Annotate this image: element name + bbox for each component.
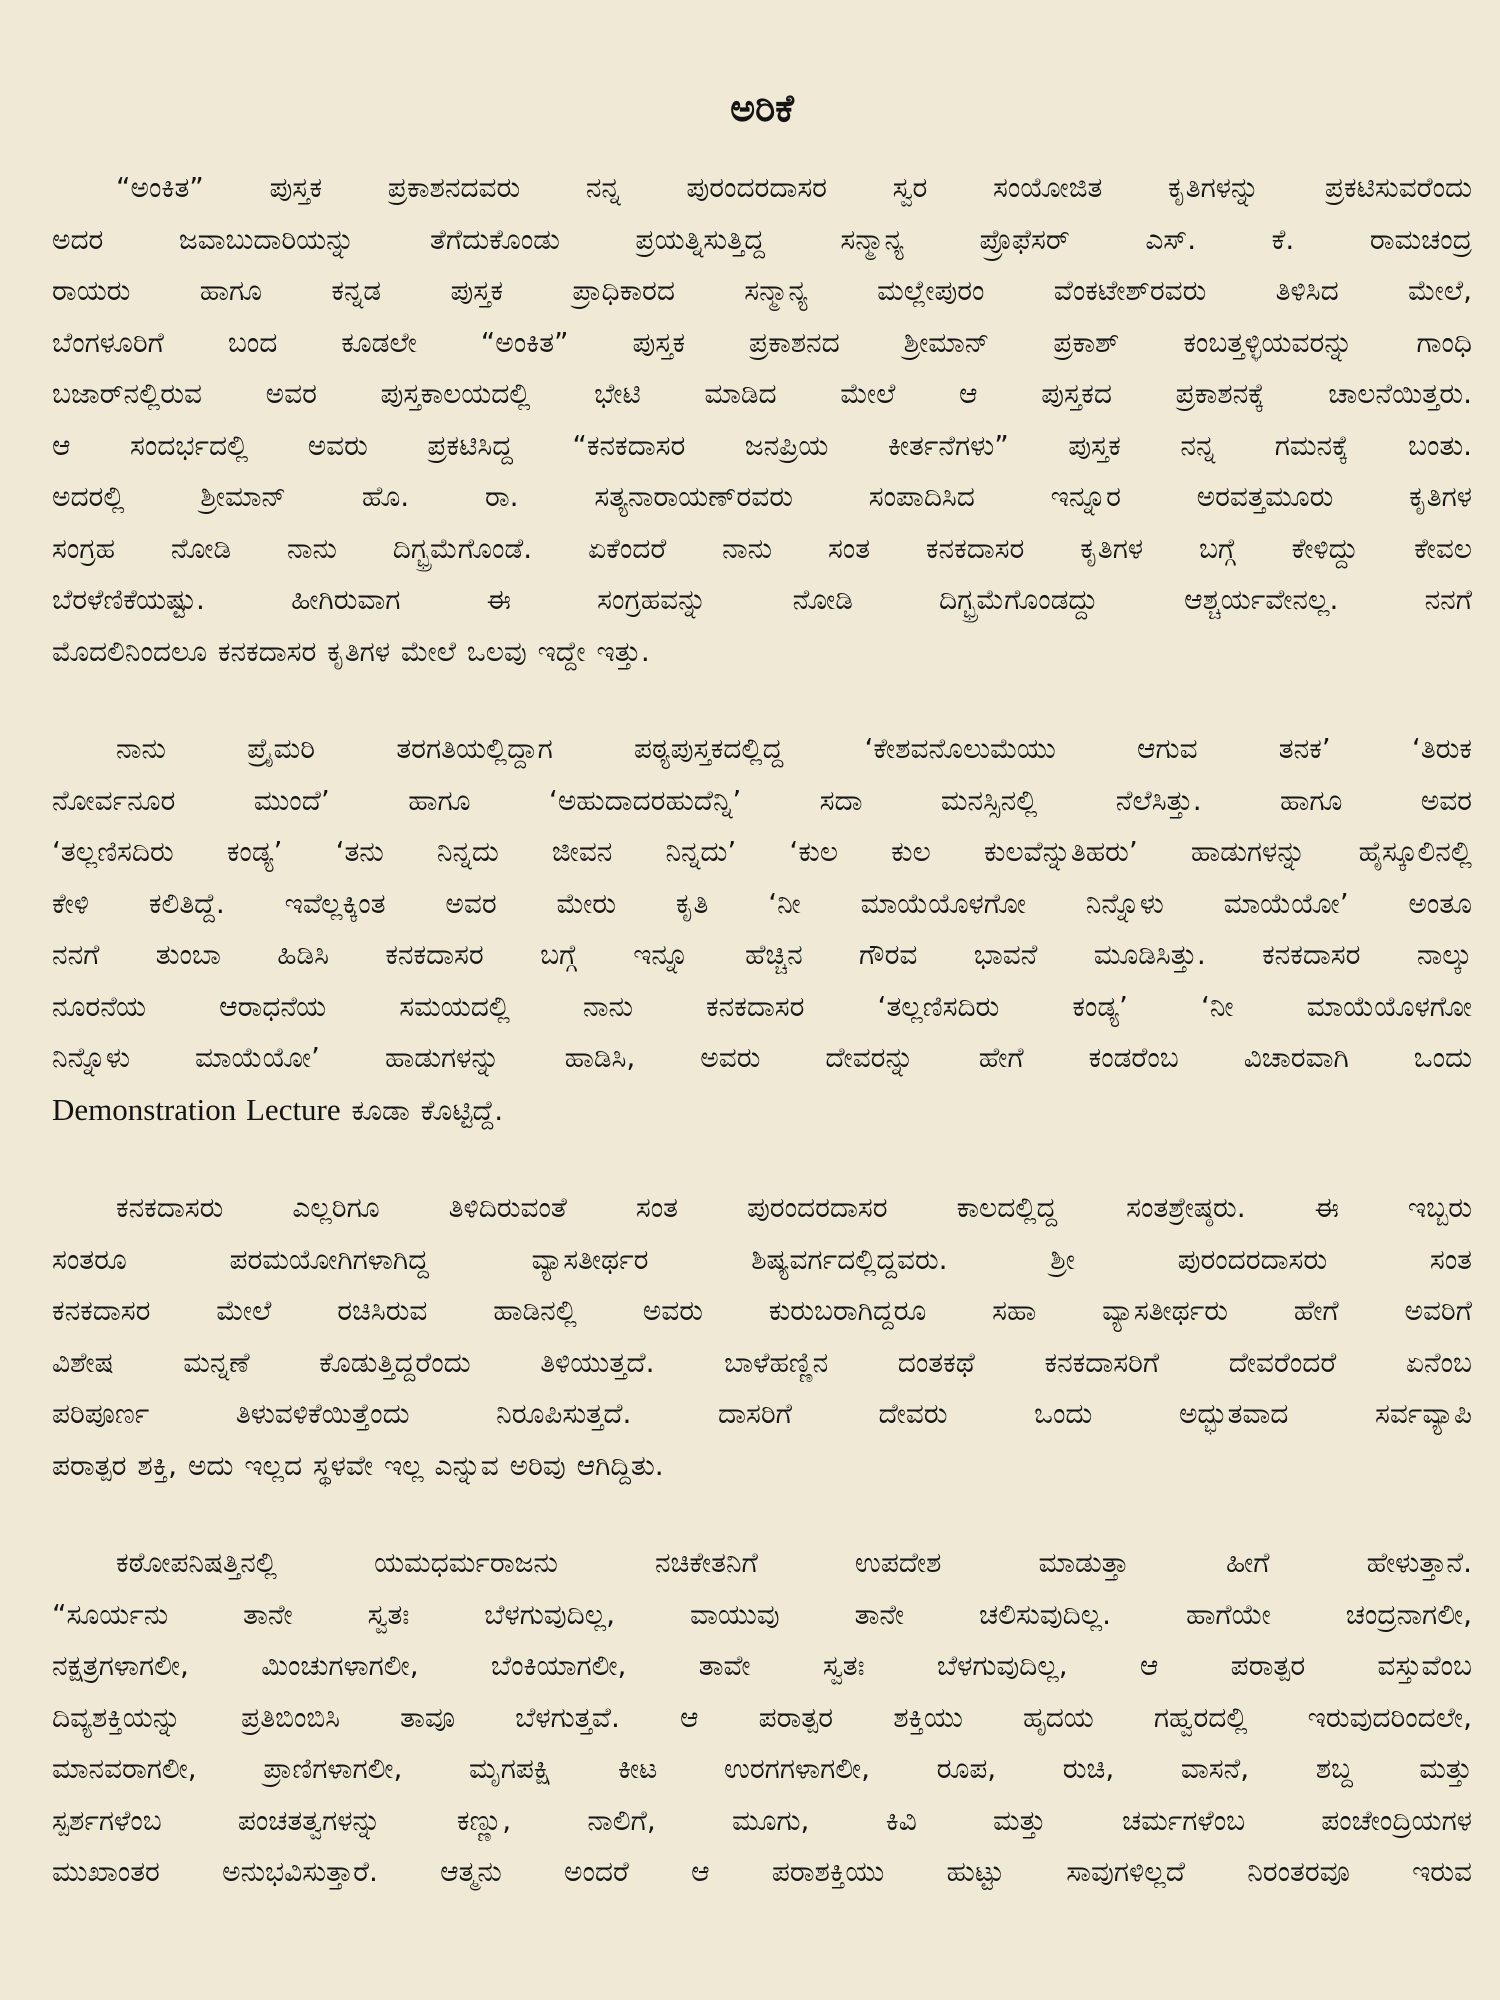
paragraph-2: [52, 723, 1472, 1136]
text-fragment: ಕೂಡಾ ಕೊಟ್ಟಿದ್ದೆ.: [340, 1093, 504, 1127]
text-line: ‘ತಲ್ಲಣಿಸದಿರು ಕಂಡ್ಯ’ ‘ತನು ನಿನ್ನದು ಜೀವನ ನಿನ್ನದು’ ‘ಕುಲ ಕುಲ ಕುಲವೆನ್ನುತಿಹರು’ ಹಾಡುಗಳನ್ನು ಹೈಸ್ಕೂಲಿನಲ್ಲಿ: [52, 835, 1472, 868]
paragraph-4: [52, 1537, 1472, 1898]
text-line: ಬೆಂಗಳೂರಿಗೆ ಬಂದ ಕೂಡಲೇ “ಅಂಕಿತ” ಪುಸ್ತಕ ಪ್ರಕಾಶನದ ಶ್ರೀಮಾನ್ ಪ್ರಕಾಶ್ ಕಂಬತ್ತಳ್ಳಿಯವರನ್ನು ಗಾಂಧಿ: [52, 325, 1472, 359]
text-line: ಸ್ಪರ್ಶಗಳೆಂಬ ಪಂಚತತ್ವಗಳನ್ನು ಕಣ್ಣು, ನಾಲಿಗೆ, ಮೂಗು, ಕಿವಿ ಮತ್ತು ಚರ್ಮಗಳೆಂಬ ಪಂಚೇಂದ್ರಿಯಗಳ: [52, 1803, 1472, 1837]
text-line: [52, 1084, 1472, 1137]
text-line: “ಸೂರ್ಯನು ತಾನೇ ಸ್ವತಃ ಬೆಳಗುವುದಿಲ್ಲ, ವಾಯುವು ತಾನೇ ಚಲಿಸುವುದಿಲ್ಲ. ಹಾಗೆಯೇ ಚಂದ್ರನಾಗಲೀ,: [52, 1597, 1472, 1631]
text-line: ಬೆರಳೆಣಿಕೆಯಷ್ಟು. ಹೀಗಿರುವಾಗ ಈ ಸಂಗ್ರಹವನ್ನು ನೋಡಿ ದಿಗ್ಭ್ರಮೆಗೊಂಡದ್ದು ಆಶ್ಚರ್ಯವೇನಲ್ಲ. ನನಗೆ: [52, 583, 1472, 616]
text-line: ಬಜಾರ್‌ನಲ್ಲಿರುವ ಅವರ ಪುಸ್ತಕಾಲಯದಲ್ಲಿ ಭೇಟಿ ಮಾಡಿದ ಮೇಲೆ ಆ ಪುಸ್ತಕದ ಪ್ರಕಾಶನಕ್ಕೆ ಚಾಲನೆಯಿತ್ತರು.: [52, 377, 1472, 410]
text-line: ಕನಕದಾಸರ ಮೇಲೆ ರಚಿಸಿರುವ ಹಾಡಿನಲ್ಲಿ ಅವರು ಕುರುಬರಾಗಿದ್ದರೂ ಸಹಾ ವ್ಯಾಸತೀರ್ಥರು ಹೇಗೆ ಅವರಿಗೆ: [52, 1294, 1472, 1327]
paragraph-3: [52, 1182, 1472, 1491]
text-line: ಪರಾತ್ಪರ ಶಕ್ತಿ, ಅದು ಇಲ್ಲದ ಸ್ಥಳವೇ ಇಲ್ಲ ಎನ್ನುವ ಅರಿವು ಆಗಿದ್ದಿತು.: [52, 1448, 664, 1482]
text-line: ಆ ಸಂದರ್ಭದಲ್ಲಿ ಅವರು ಪ್ರಕಟಿಸಿದ್ದ “ಕನಕದಾಸರ ಜನಪ್ರಿಯ ಕೀರ್ತನೆಗಳು” ಪುಸ್ತಕ ನನ್ನ ಗಮನಕ್ಕೆ ಬಂತು.: [52, 428, 1472, 462]
text-line: ರಾಯರು ಹಾಗೂ ಕನ್ನಡ ಪುಸ್ತಕ ಪ್ರಾಧಿಕಾರದ ಸನ್ಮಾನ್ಯ ಮಲ್ಲೇಪುರಂ ವೆಂಕಟೇಶ್‌ರವರು ತಿಳಿಸಿದ ಮೇಲೆ,: [52, 274, 1472, 307]
text-line: ಅದರಲ್ಲಿ ಶ್ರೀಮಾನ್ ಹೊ. ರಾ. ಸತ್ಯನಾರಾಯಣ್‌ರವರು ಸಂಪಾದಿಸಿದ ಇನ್ನೂರ ಅರವತ್ತಮೂರು ಕೃತಿಗಳ: [52, 480, 1472, 513]
text-line: ನೂರನೆಯ ಆರಾಧನೆಯ ಸಮಯದಲ್ಲಿ ನಾನು ಕನಕದಾಸರ ‘ತಲ್ಲಣಿಸದಿರು ಕಂಡ್ಯ’ ‘ನೀ ಮಾಯೆಯೊಳಗೋ: [52, 989, 1472, 1023]
text-line: ನಕ್ಷತ್ರಗಳಾಗಲೀ, ಮಿಂಚುಗಳಾಗಲೀ, ಬೆಂಕಿಯಾಗಲೀ, ತಾವೇ ಸ್ವತಃ ಬೆಳಗುವುದಿಲ್ಲ, ಆ ಪರಾತ್ಪರ ವಸ್ತುವೆಂಬ: [52, 1649, 1472, 1682]
text-line: ನಾನು ಪ್ರೈಮರಿ ತರಗತಿಯಲ್ಲಿದ್ದಾಗ ಪಠ್ಯಪುಸ್ತಕದಲ್ಲಿದ್ದ ‘ಕೇಶವನೊಲುಮೆಯು ಆಗುವ ತನಕ’ ‘ತಿರುಕ: [116, 732, 1472, 765]
text-line: ನನಗೆ ತುಂಬಾ ಹಿಡಿಸಿ ಕನಕದಾಸರ ಬಗ್ಗೆ ಇನ್ನೂ ಹೆಚ್ಚಿನ ಗೌರವ ಭಾವನೆ ಮೂಡಿಸಿತ್ತು. ಕನಕದಾಸರ ನಾಲ್ಕು: [52, 938, 1472, 971]
text-line: ಸಂತರೂ ಪರಮಯೋಗಿಗಳಾಗಿದ್ದ ವ್ಯಾಸತೀರ್ಥರ ಶಿಷ್ಯವರ್ಗದಲ್ಲಿದ್ದವರು. ಶ್ರೀ ಪುರಂದರದಾಸರು ಸಂತ: [52, 1242, 1472, 1276]
text-line: ನೋರ್ವನೂರ ಮುಂದೆ’ ಹಾಗೂ ‘ಅಹುದಾದರಹುದೆನ್ನಿ’ ಸದಾ ಮನಸ್ಸಿನಲ್ಲಿ ನೆಲೆಸಿತ್ತು. ಹಾಗೂ ಅವರ: [52, 783, 1472, 817]
text-line: ಅದರ ಜವಾಬುದಾರಿಯನ್ನು ತೆಗೆದುಕೊಂಡು ಪ್ರಯತ್ನಿಸುತ್ತಿದ್ದ ಸನ್ಮಾನ್ಯ ಪ್ರೊಫೆಸರ್ ಎಸ್. ಕೆ. ರಾಮಚಂದ್ರ: [52, 222, 1472, 256]
text-line: ಕೇಳಿ ಕಲಿತಿದ್ದೆ. ಇವೆಲ್ಲಕ್ಕಿಂತ ಅವರ ಮೇರು ಕೃತಿ ‘ನೀ ಮಾಯೆಯೊಳಗೋ ನಿನ್ನೊಳು ಮಾಯೆಯೋ’ ಅಂತೂ: [52, 886, 1472, 920]
paragraph-1: [52, 162, 1472, 677]
text-line: “ಅಂಕಿತ” ಪುಸ್ತಕ ಪ್ರಕಾಶನದವರು ನನ್ನ ಪುರಂದರದಾಸರ ಸ್ವರ ಸಂಯೋಜಿತ ಕೃತಿಗಳನ್ನು ಪ್ರಕಟಿಸುವರೆಂದು: [116, 171, 1472, 204]
text-line: ಮಾನವರಾಗಲೀ, ಪ್ರಾಣಿಗಳಾಗಲೀ, ಮೃಗಪಕ್ಷಿ ಕೀಟ ಉರಗಗಳಾಗಲೀ, ರೂಪ, ರುಚಿ, ವಾಸನೆ, ಶಬ್ದ ಮತ್ತು: [52, 1752, 1472, 1785]
latin-text: Demonstration Lecture: [52, 1091, 341, 1127]
text-line: ದಿವ್ಯಶಕ್ತಿಯನ್ನು ಪ್ರತಿಬಿಂಬಿಸಿ ತಾವೂ ಬೆಳಗುತ್ತವೆ. ಆ ಪರಾತ್ಪರ ಶಕ್ತಿಯು ಹೃದಯ ಗಹ್ವರದಲ್ಲಿ ಇರುವುದರಿಂದಲೇ,: [52, 1700, 1472, 1734]
text-line: ಪರಿಪೂರ್ಣ ತಿಳುವಳಿಕೆಯಿತ್ತೆಂದು ನಿರೂಪಿಸುತ್ತದೆ. ದಾಸರಿಗೆ ದೇವರು ಒಂದು ಅದ್ಭುತವಾದ ಸರ್ವವ್ಯಾಪಿ: [52, 1397, 1472, 1430]
text-line: ವಿಶೇಷ ಮನ್ನಣೆ ಕೊಡುತ್ತಿದ್ದರೆಂದು ತಿಳಿಯುತ್ತದೆ. ಬಾಳೆಹಣ್ಣಿನ ದಂತಕಥೆ ಕನಕದಾಸರಿಗೆ ದೇವರೆಂದರೆ ಏನೆಂಬ: [52, 1345, 1472, 1379]
text-line: ಕಠೋಪನಿಷತ್ತಿನಲ್ಲಿ ಯಮಧರ್ಮರಾಜನು ನಚಿಕೇತನಿಗೆ ಉಪದೇಶ ಮಾಡುತ್ತಾ ಹೀಗೆ ಹೇಳುತ್ತಾನೆ.: [116, 1546, 1472, 1579]
text-line: ಕನಕದಾಸರು ಎಲ್ಲರಿಗೂ ತಿಳಿದಿರುವಂತೆ ಸಂತ ಪುರಂದರದಾಸರ ಕಾಲದಲ್ಲಿದ್ದ ಸಂತಶ್ರೇಷ್ಠರು. ಈ ಇಬ್ಬರು: [116, 1191, 1472, 1224]
text-line: ಮೊದಲಿನಿಂದಲೂ ಕನಕದಾಸರ ಕೃತಿಗಳ ಮೇಲೆ ಒಲವು ಇದ್ದೇ ಇತ್ತು.: [52, 634, 650, 668]
text-line: ನಿನ್ನೊಳು ಮಾಯೆಯೋ’ ಹಾಡುಗಳನ್ನು ಹಾಡಿಸಿ, ಅವರು ದೇವರನ್ನು ಹೇಗೆ ಕಂಡರೆಂಬ ವಿಚಾರವಾಗಿ ಒಂದು: [52, 1041, 1472, 1074]
text-line: ಸಂಗ್ರಹ ನೋಡಿ ನಾನು ದಿಗ್ಭ್ರಮೆಗೊಂಡೆ. ಏಕೆಂದರೆ ನಾನು ಸಂತ ಕನಕದಾಸರ ಕೃತಿಗಳ ಬಗ್ಗೆ ಕೇಳಿದ್ದು ಕೇವಲ: [52, 531, 1472, 565]
page-title: ಅರಿಕೆ: [730, 86, 794, 130]
text-line: ಮುಖಾಂತರ ಅನುಭವಿಸುತ್ತಾರೆ. ಆತ್ಮನು ಅಂದರೆ ಆ ಪರಾಶಕ್ತಿಯು ಹುಟ್ಟು ಸಾವುಗಳಿಲ್ಲದೆ ನಿರಂತರವೂ ಇರುವ: [52, 1855, 1472, 1888]
